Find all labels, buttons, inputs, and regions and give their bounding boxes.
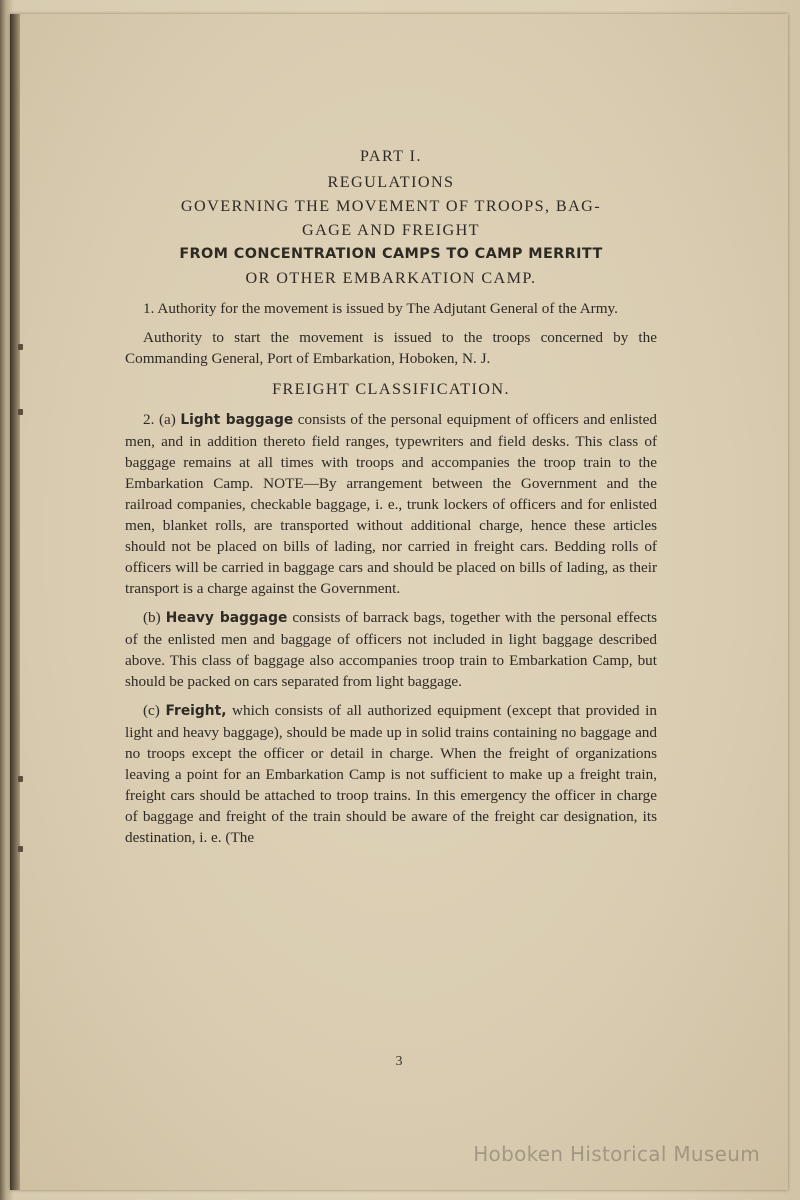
paragraph-authority-movement: 1. Authority for the movement is issued by The Adjutant General of the Army. [143,300,618,317]
paragraph-lead: 2. (a) [143,411,181,428]
term-freight: Freight, [165,703,227,719]
paragraph-body: consists of the personal equipment of officers and enlisted men, and in addition thereto field ranges, typewriters and field desks. This class of baggage remains at all times with troops and accompanies the troop train to the Embarkation Camp. NOTE—By arrangement between the Government and the railroad companies, checkable baggage, i. e., trunk lockers of officers and for enlisted men, blanket rolls, are transported without additional charge, hence these articles should not be placed on bills of lading, nor carried in freight cars. Bedding rolls of officers will be carried in baggage cars and should be placed on bills of lading, as their transport is a charge against the Government. [125,411,657,597]
term-light-baggage: Light baggage [180,412,294,428]
staple-mark [18,846,23,852]
term-heavy-baggage: Heavy baggage [165,610,288,626]
title-line: GOVERNING THE MOVEMENT OF TROOPS, BAG- [180,197,602,215]
paragraph-heavy-baggage [125,607,657,692]
title-line: GAGE AND FREIGHT [302,221,480,239]
paragraph-body: which consists of all authorized equipment (except that provided in light and heavy baggage), should be made up in solid trains containing no baggage and no troops except the officer or detail in charge. When the freight of organizations leaving a point for an Embarkation Camp is not sufficient to make up a freight train, freight cars should be attached to troop trains. In this emergency the officer in charge of baggage and freight of the train should be aware of the freight car designation, its destination, i. e. (The [125,702,657,846]
paragraph-authority-start: Authority to start the movement is issued to the troops concerned by the Commanding General, Port of Embarkation, Hoboken, N. J. [125,329,657,367]
title-line: OR OTHER EMBARKATION CAMP. [245,269,537,287]
paragraph-light-baggage [125,409,657,599]
paragraph-lead: (b) [143,609,166,626]
paragraph-freight [125,700,657,848]
paragraph-lead: (c) [143,702,166,719]
part-heading: PART I. [359,148,422,165]
staple-mark [18,409,23,415]
page-number: 3 [395,1054,403,1069]
page-text [125,144,657,848]
section-heading: FREIGHT CLASSIFICATION. [272,380,510,398]
title-line-bold: FROM CONCENTRATION CAMPS TO CAMP MERRITT [179,246,603,262]
staple-mark [18,776,23,782]
booklet-page [10,14,788,1190]
title-line: REGULATIONS [327,173,455,191]
booklet-spine [10,14,20,1190]
staple-mark [18,344,23,350]
paragraph-body: consists of barrack bags, together with the personal effects of the enlisted men and baggage of officers not included in light baggage described above. This class of baggage also accompanies troop train to Embarkation Camp, but should be packed on cars separated from light baggage. [125,609,657,690]
watermark: Hoboken Historical Museum [473,1142,760,1166]
